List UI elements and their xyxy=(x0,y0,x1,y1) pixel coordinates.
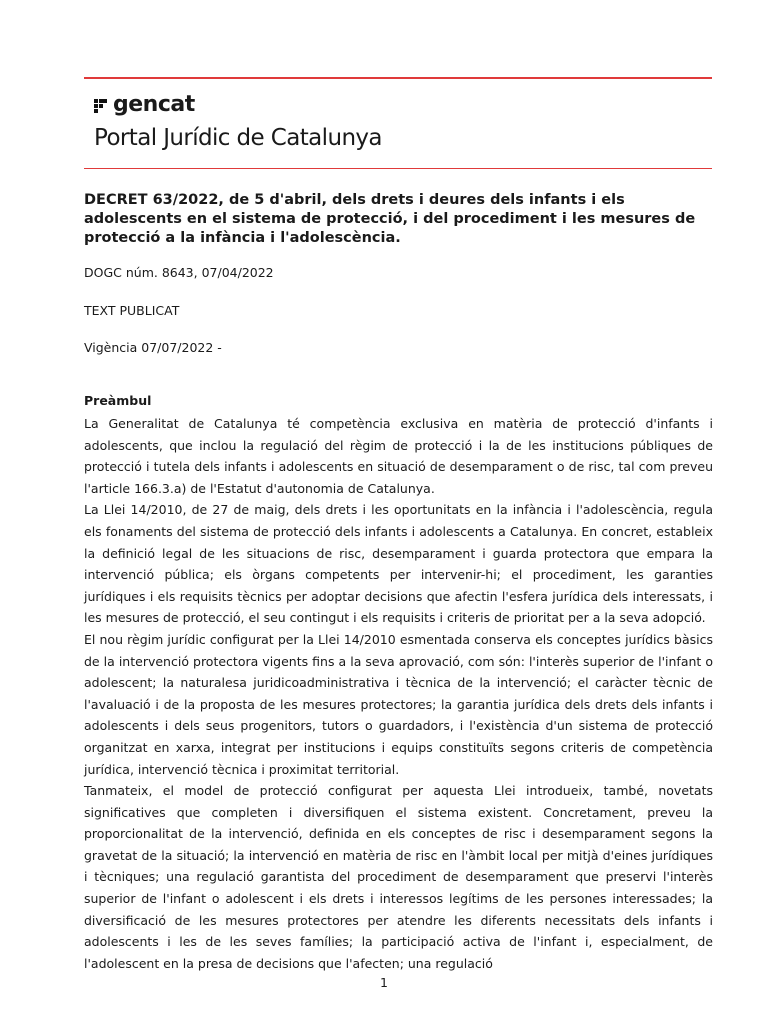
gencat-logo-mark-icon xyxy=(94,97,110,113)
document-title: DECRET 63/2022, de 5 d'abril, dels drets i deures dels infants i els adolescents en el sistema de protecció, i del procediment i les mesures de protecció a la infància i l'adolescència. xyxy=(84,192,696,246)
gencat-logo[interactable] xyxy=(94,93,195,117)
page-number: 1 xyxy=(380,975,388,990)
publication-status: TEXT PUBLICAT xyxy=(84,303,180,318)
paragraph: La Generalitat de Catalunya té competència exclusiva en matèria de protecció d'infants i adolescents, que inclou la regulació del règim de protecció i la de les institucions públiques de protecció i tutela dels infants i adolescents en situació de desemparament o de risc, tal com preveu l'article 166.3.a) de l'Estatut d'autonomia de Catalunya. xyxy=(84,416,713,496)
paragraph: El nou règim jurídic configurat per la Llei 14/2010 esmentada conserva els conceptes jurídics bàsics de la intervenció protectora vigents fins a la seva aprovació, com són: l'interès superior de l'infant o adolescent; la naturalesa juridicoadministrativa i tècnica de la intervenció; el caràcter tècnic de l'avaluació i de la proposta de les mesures protectores; la garantia jurídica dels drets dels infants i adolescents i dels seus progenitors, tutors o guardadors, i l'existència d'un sistema de protecció organitzat en xarxa, integrat per institucions i equips constituïts segons criteris de competència jurídica, intervenció tècnica i proximitat territorial. xyxy=(84,631,713,777)
dogc-reference: DOGC núm. 8643, 07/04/2022 xyxy=(84,265,274,280)
gencat-logo-text: gencat xyxy=(113,92,195,117)
preamble-body xyxy=(84,413,713,974)
validity-date: Vigència 07/07/2022 - xyxy=(84,340,222,355)
header-bottom-rule xyxy=(84,168,712,169)
paragraph: La Llei 14/2010, de 27 de maig, dels drets i les oportunitats en la infància i l'adolescència, regula els fonaments del sistema de protecció dels infants i adolescents a Catalunya. En concret, estableix la definició legal de les situacions de risc, desemparament i guarda protectora que empara la intervenció pública; els òrgans competents per intervenir-hi; el procediment, les garanties jurídiques i els requisits tècnics per adoptar decisions que afectin l'esfera jurídica dels interessats, i les mesures de protecció, el seu contingut i els requisits i criteris de prioritat per a la seva adopció. xyxy=(84,502,713,626)
portal-title: Portal Jurídic de Catalunya xyxy=(94,125,382,151)
header-top-rule xyxy=(84,77,712,79)
paragraph: Tanmateix, el model de protecció configurat per aquesta Llei introdueix, també, novetats significatives que completen i diversifiquen el sistema existent. Concretament, preveu la proporcionalitat de la intervenció, definida en els conceptes de risc i desemparament segons la gravetat de la situació; la intervenció en matèria de risc en l'àmbit local per mitjà d'eines jurídiques i tècniques; una regulació garantista del procediment de desemparament que preservi l'interès superior de l'infant o adolescent i els drets i interessos legítims de les persones interessades; la diversificació de les mesures protectores per atendre les diferents necessitats dels infants i adolescents i les de les seves famílies; la participació activa de l'infant i, especialment, de l'adolescent en la presa de decisions que l'afecten; una regulació xyxy=(84,783,713,971)
section-title-preamble: Preàmbul xyxy=(84,393,152,408)
